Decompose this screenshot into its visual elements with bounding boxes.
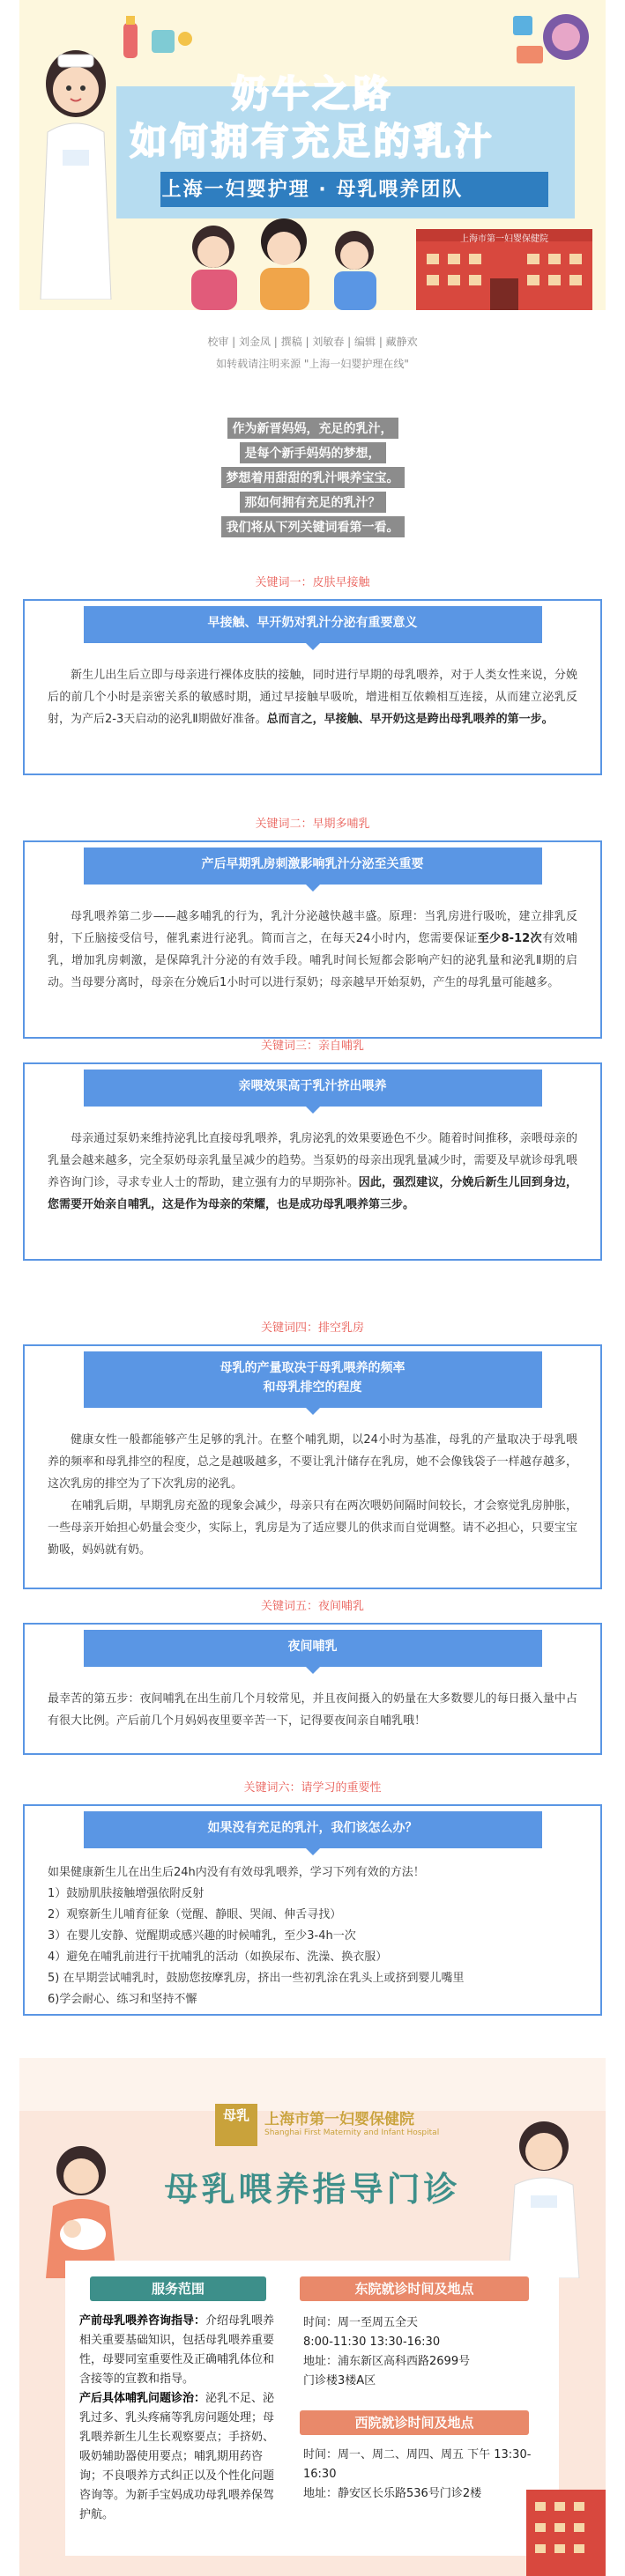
intro-line: 那如何拥有充足的乳汁？ xyxy=(0,492,625,513)
paragraph: 在哺乳后期，早期乳房充盈的现象会减少，母亲只有在两次喂奶间隔时间较长，才会察觉乳房肿胀，一些母亲开始担心奶量会变少，实际上，乳房是为了适应婴儿的供求而自觉调整。请不必担心，只要宝宝勤吸，妈妈就有奶。 xyxy=(48,1499,577,1557)
hospital-logo-name: 上海市第一妇婴保健院 xyxy=(264,2111,414,2128)
hospital-logo-english: Shanghai First Maternity and Infant Hospital xyxy=(264,2128,440,2137)
keyword-title: 关键词四：排空乳房 xyxy=(260,1321,364,1335)
list-item: 6)学会耐心、练习和坚持不懈 xyxy=(48,1993,197,2006)
section-heading: 亲喂效果高于乳汁挤出喂养 xyxy=(84,1070,542,1107)
brain-icon xyxy=(504,7,601,78)
paragraph: 健康女性一般都能够产生足够的乳汁。在整个哺乳期，以24小时为基准，母乳的产量取决于母乳喂养的频率和母乳排空的程度，总之是越吸越多，不要让乳汁储存在乳房，她不会像钱袋子一样越存越多，这次乳房的排空为了下次乳房的泌乳。 xyxy=(48,1433,577,1491)
paragraph: 如果健康新生儿在出生后24h内没有有效母乳喂养，学习下列有效的方法！ xyxy=(48,1866,425,1879)
section-card xyxy=(23,599,602,775)
hospital-logo-mark: 母乳 xyxy=(215,2104,257,2146)
keyword-title: 关键词三：亲自哺乳 xyxy=(260,1040,364,1053)
section-body xyxy=(25,1667,600,1746)
section-card xyxy=(23,1623,602,1755)
section-body xyxy=(25,1408,600,1575)
credits-line: 校审 | 刘金凤 | 撰稿 | 刘敏春 | 编辑 | 藏静欢 xyxy=(207,336,418,348)
keyword-title: 关键词二：早期多哺乳 xyxy=(255,818,370,831)
section-body xyxy=(25,1107,600,1230)
family-illustration xyxy=(165,211,403,310)
east-campus-info: 时间：周一至周五全天 8:00-11:30 13:30-16:30 地址：浦东新区高科西路2699号 门诊楼3楼A区 xyxy=(303,2316,471,2387)
section-heading: 产后早期乳房刺激影响乳汁分泌至关重要 xyxy=(84,848,542,885)
service-scope-label: 服务范围 xyxy=(90,2276,266,2301)
intro-line: 作为新晋妈妈，充足的乳汁， xyxy=(0,418,625,439)
poster-top-band xyxy=(19,2058,606,2111)
keyword-title: 关键词五：夜间哺乳 xyxy=(260,1600,364,1613)
paragraph: 最幸苦的第五步：夜间哺乳在出生前几个月较常见，并且夜间摄入的奶量在大多数婴儿的每日摄入量中占有很大比例。产后前几个月妈妈夜里要辛苦一下，记得要夜间亲自哺乳哦！ xyxy=(48,1692,577,1728)
hospital-building-illustration xyxy=(517,2472,606,2576)
source-note: 如转载请注明来源 "上海一妇婴护理在线" xyxy=(216,358,409,370)
doctor-illustration xyxy=(495,2111,592,2278)
west-campus-info: 时间：周一、周二、周四、周五 下午 13:30-16:30 地址：静安区长乐路536号门诊2楼 xyxy=(303,2448,532,2500)
section-card xyxy=(23,1804,602,2016)
section-body xyxy=(25,1848,600,2025)
hero-subtitle: 上海一妇婴护理 · 母乳喂养团队 xyxy=(161,179,464,201)
west-campus-label: 西院就诊时间及地点 xyxy=(300,2410,529,2435)
list-item: 5) 在早期尝试哺乳时，鼓励您按摩乳房，挤出一些初乳涂在乳头上或挤到婴儿嘴里 xyxy=(48,1972,465,1985)
east-campus-label: 东院就诊时间及地点 xyxy=(300,2276,529,2301)
keyword-title: 关键词六：请学习的重要性 xyxy=(243,1781,382,1795)
paragraph: 新生儿出生后立即与母亲进行裸体皮肤的接触，同时进行早期的母乳喂养，对于人类女性来说，分娩后的前几个小时是亲密关系的敏感时期，通过早接触早吸吮，增进相互依赖相互连接，从而建立泌乳反射，为产后2-3天启动的泌乳Ⅱ期做好准备。总而言之，早接触、早开奶这是跨出母乳喂养的第一步。 xyxy=(48,669,577,726)
clinic-poster xyxy=(19,2058,606,2576)
intro-line: 我们将从下列关键词看第一看。 xyxy=(0,516,625,537)
hero-title-line1: 奶牛之路 xyxy=(231,72,394,115)
list-item: 1）鼓励肌肤接触增强依附反射 xyxy=(48,1887,205,1900)
section-heading: 如果没有充足的乳汁，我们该怎么办？ xyxy=(84,1811,542,1848)
section-heading: 母乳的产量取决于母乳喂养的频率 和母乳排空的程度 xyxy=(84,1351,542,1408)
paragraph: 母亲通过泵奶来维持泌乳比直接母乳喂养，乳房泌乳的效果要逊色不少。随着时间推移，亲喂母亲的乳量会越来越多，完全泵奶母亲乳量呈减少的趋势。当泵奶的母亲出现乳量减少时，需要及早就诊母乳喂养咨询门诊，寻求专业人士的帮助，建立强有力的早期弥补。因此，强烈建议，分娩后新生儿回到身边，您需要开始亲自哺乳，这是作为母亲的荣耀，也是成功母乳喂养第三步。 xyxy=(48,1132,577,1211)
section-card xyxy=(23,1344,602,1589)
section-body xyxy=(25,643,600,744)
list-item: 4）避免在哺乳前进行干扰哺乳的活动（如换尿布、洗澡、换衣服） xyxy=(48,1951,388,1964)
list-item: 2）观察新生儿哺育征象（觉醒、静眼、哭闹、伸舌寻找） xyxy=(48,1908,342,1921)
service-scope-text: 产前母乳喂养咨询指导：介绍母乳喂养相关重要基础知识，包括母乳喂养重要性，母婴同室重要性及正确哺乳体位和含接等的宣教和指导。 产后具体哺乳问题诊治：泌乳不足、泌乳过多、乳头疼痛等乳房问题处理；母乳喂养新生儿生长观察要点；手挤奶、吸奶辅助器使用要点；哺乳期用药咨询；不良喂养方式纠正以及个性化问题咨询等。为新手宝妈成功母乳喂养保驾护航。 xyxy=(79,2314,275,2521)
section-heading: 早接触、早开奶对乳汁分泌有重要意义 xyxy=(84,606,542,643)
poster-title: 母乳喂养指导门诊 xyxy=(164,2170,461,2209)
keyword-title: 关键词一：皮肤早接触 xyxy=(255,576,370,589)
nurse-illustration xyxy=(23,35,129,300)
section-heading: 夜间哺乳 xyxy=(84,1630,542,1667)
paragraph: 母乳喂养第二步——越多哺乳的行为，乳汁分泌越快越丰盛。原理：当乳房进行吸吮，建立排乳反射，下丘脑接受信号，催乳素进行泌乳。简而言之，在每天24小时内，您需要保证至少8-12次有效哺乳，增加乳房刺激，是保障乳汁分泌的有效手段。哺乳时间长短都会影响产妇的泌乳量和泌乳Ⅱ期的启动。当母婴分离时，母亲在分娩后1小时可以进行泵奶；母亲越早开始泵奶，产生的母乳量可能越多。 xyxy=(48,910,577,989)
section-card xyxy=(23,1062,602,1261)
building-sign: 上海市第一妇婴保健院 xyxy=(460,234,548,244)
list-item: 3）在婴儿安静、觉醒期或感兴趣的时候哺乳，至少3-4h一次 xyxy=(48,1929,356,1943)
mother-baby-illustration xyxy=(28,2137,134,2278)
section-card xyxy=(23,840,602,1039)
intro-line: 是每个新手妈妈的梦想， xyxy=(0,442,625,463)
section-body xyxy=(25,885,600,1008)
hero-banner xyxy=(19,0,606,310)
intro-line: 梦想着用甜甜的乳汁喂养宝宝。 xyxy=(0,467,625,488)
hero-title-line2: 如何拥有充足的乳汁 xyxy=(130,120,495,163)
bottle-icon xyxy=(116,12,196,65)
